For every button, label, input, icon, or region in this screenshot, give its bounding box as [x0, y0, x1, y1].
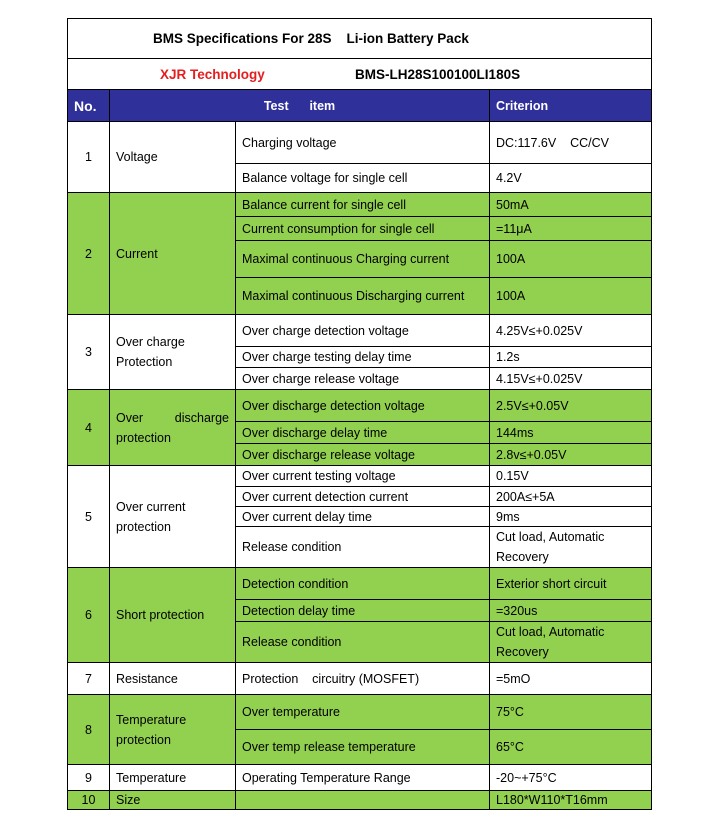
criterion-value: L180*W110*T16mm — [490, 791, 652, 810]
criterion-value: DC:117.6V CC/CV — [490, 122, 652, 164]
row-category: Short protection — [110, 568, 236, 663]
test-item: Over discharge detection voltage — [236, 390, 490, 422]
category-line-2: protection — [116, 430, 171, 445]
test-item: Over discharge delay time — [236, 422, 490, 444]
test-item: Balance voltage for single cell — [236, 164, 490, 193]
row-category: Current — [110, 193, 236, 315]
criterion-value: 2.8v≤+0.05V — [490, 444, 652, 466]
criterion-value: 2.5V≤+0.05V — [490, 390, 652, 422]
test-item: Over current testing voltage — [236, 466, 490, 487]
criterion-value: 0.15V — [490, 466, 652, 487]
test-item: Charging voltage — [236, 122, 490, 164]
test-item: Release condition — [236, 622, 490, 663]
test-item: Over charge release voltage — [236, 368, 490, 390]
test-item — [236, 791, 490, 810]
test-item: Release condition — [236, 527, 490, 568]
criterion-value: 200A≤+5A — [490, 487, 652, 507]
criterion-value — [490, 622, 652, 663]
test-item: Detection delay time — [236, 600, 490, 622]
row-category: Temperature — [110, 765, 236, 791]
criterion-value — [490, 527, 652, 568]
criterion-value: 65°C — [490, 730, 652, 765]
company-name: XJR Technology — [160, 66, 265, 82]
title-row — [68, 19, 652, 59]
criterion-line-2: Recovery — [496, 550, 549, 564]
criterion-value: 1.2s — [490, 347, 652, 368]
criterion-line-1: Cut load, Automatic — [496, 530, 605, 544]
row-category — [110, 695, 236, 765]
criterion-value: =5mO — [490, 663, 652, 695]
test-item: Detection condition — [236, 568, 490, 600]
table-row — [68, 315, 652, 347]
row-number: 10 — [68, 791, 110, 810]
test-item: Over charge testing delay time — [236, 347, 490, 368]
table-row — [68, 390, 652, 422]
table-row — [68, 663, 652, 695]
category-word-1: Over — [116, 410, 144, 425]
criterion-value: 4.25V≤+0.025V — [490, 315, 652, 347]
criterion-value: 100A — [490, 278, 652, 315]
category-line-2: Protection — [116, 355, 173, 369]
category-line-2: protection — [116, 519, 171, 534]
criterion-line-1: Cut load, Automatic — [496, 625, 605, 639]
category-line-1: Over current — [116, 499, 186, 514]
category-line-2: protection — [116, 732, 171, 747]
row-number: 1 — [68, 122, 110, 193]
spec-sheet — [67, 18, 651, 810]
test-item: Protection circuitry (MOSFET) — [236, 663, 490, 695]
criterion-value: 144ms — [490, 422, 652, 444]
test-item: Over current delay time — [236, 507, 490, 527]
row-category: Size — [110, 791, 236, 810]
test-item: Balance current for single cell — [236, 193, 490, 217]
table-row — [68, 193, 652, 217]
test-item: Over charge detection voltage — [236, 315, 490, 347]
table-row — [68, 765, 652, 791]
row-number: 3 — [68, 315, 110, 390]
table-row — [68, 791, 652, 810]
test-item: Over discharge release voltage — [236, 444, 490, 466]
row-category — [110, 390, 236, 466]
document-title: BMS Specifications For 28S Li-ion Battery Pack — [68, 19, 652, 59]
header-test-item: Test item — [110, 90, 490, 122]
row-number: 5 — [68, 466, 110, 568]
row-category — [110, 466, 236, 568]
criterion-value: =11μA — [490, 217, 652, 241]
category-word-2: discharge — [174, 410, 229, 425]
row-category — [110, 315, 236, 390]
test-item: Operating Temperature Range — [236, 765, 490, 791]
row-number: 6 — [68, 568, 110, 663]
criterion-value: 9ms — [490, 507, 652, 527]
criterion-value: 4.15V≤+0.025V — [490, 368, 652, 390]
table-row — [68, 122, 652, 164]
header-no: No. — [68, 90, 110, 122]
company-row — [68, 59, 652, 90]
table-row — [68, 695, 652, 730]
criterion-value: 50mA — [490, 193, 652, 217]
criterion-value: 100A — [490, 241, 652, 278]
table-row — [68, 466, 652, 487]
criterion-value: -20~+75°C — [490, 765, 652, 791]
row-category: Resistance — [110, 663, 236, 695]
row-number: 8 — [68, 695, 110, 765]
test-item: Current consumption for single cell — [236, 217, 490, 241]
test-item: Maximal continuous Discharging current — [236, 278, 490, 315]
criterion-value: Exterior short circuit — [490, 568, 652, 600]
company-model-cell — [68, 59, 652, 90]
criterion-value: 75°C — [490, 695, 652, 730]
test-item: Maximal continuous Charging current — [236, 241, 490, 278]
criterion-value: 4.2V — [490, 164, 652, 193]
header-row — [68, 90, 652, 122]
criterion-value: =320us — [490, 600, 652, 622]
criterion-line-2: Recovery — [496, 645, 549, 659]
test-item: Over temp release temperature — [236, 730, 490, 765]
row-number: 9 — [68, 765, 110, 791]
header-criterion: Criterion — [490, 90, 652, 122]
row-number: 4 — [68, 390, 110, 466]
row-number: 2 — [68, 193, 110, 315]
model-number: BMS-LH28S100100LI180S — [355, 66, 521, 82]
test-item: Over temperature — [236, 695, 490, 730]
category-line-1: Temperature — [116, 712, 187, 727]
category-line-1 — [116, 408, 229, 428]
spec-table — [67, 18, 652, 810]
row-number: 7 — [68, 663, 110, 695]
table-row — [68, 568, 652, 600]
test-item: Over current detection current — [236, 487, 490, 507]
category-line-1: Over charge — [116, 335, 185, 349]
row-category: Voltage — [110, 122, 236, 193]
